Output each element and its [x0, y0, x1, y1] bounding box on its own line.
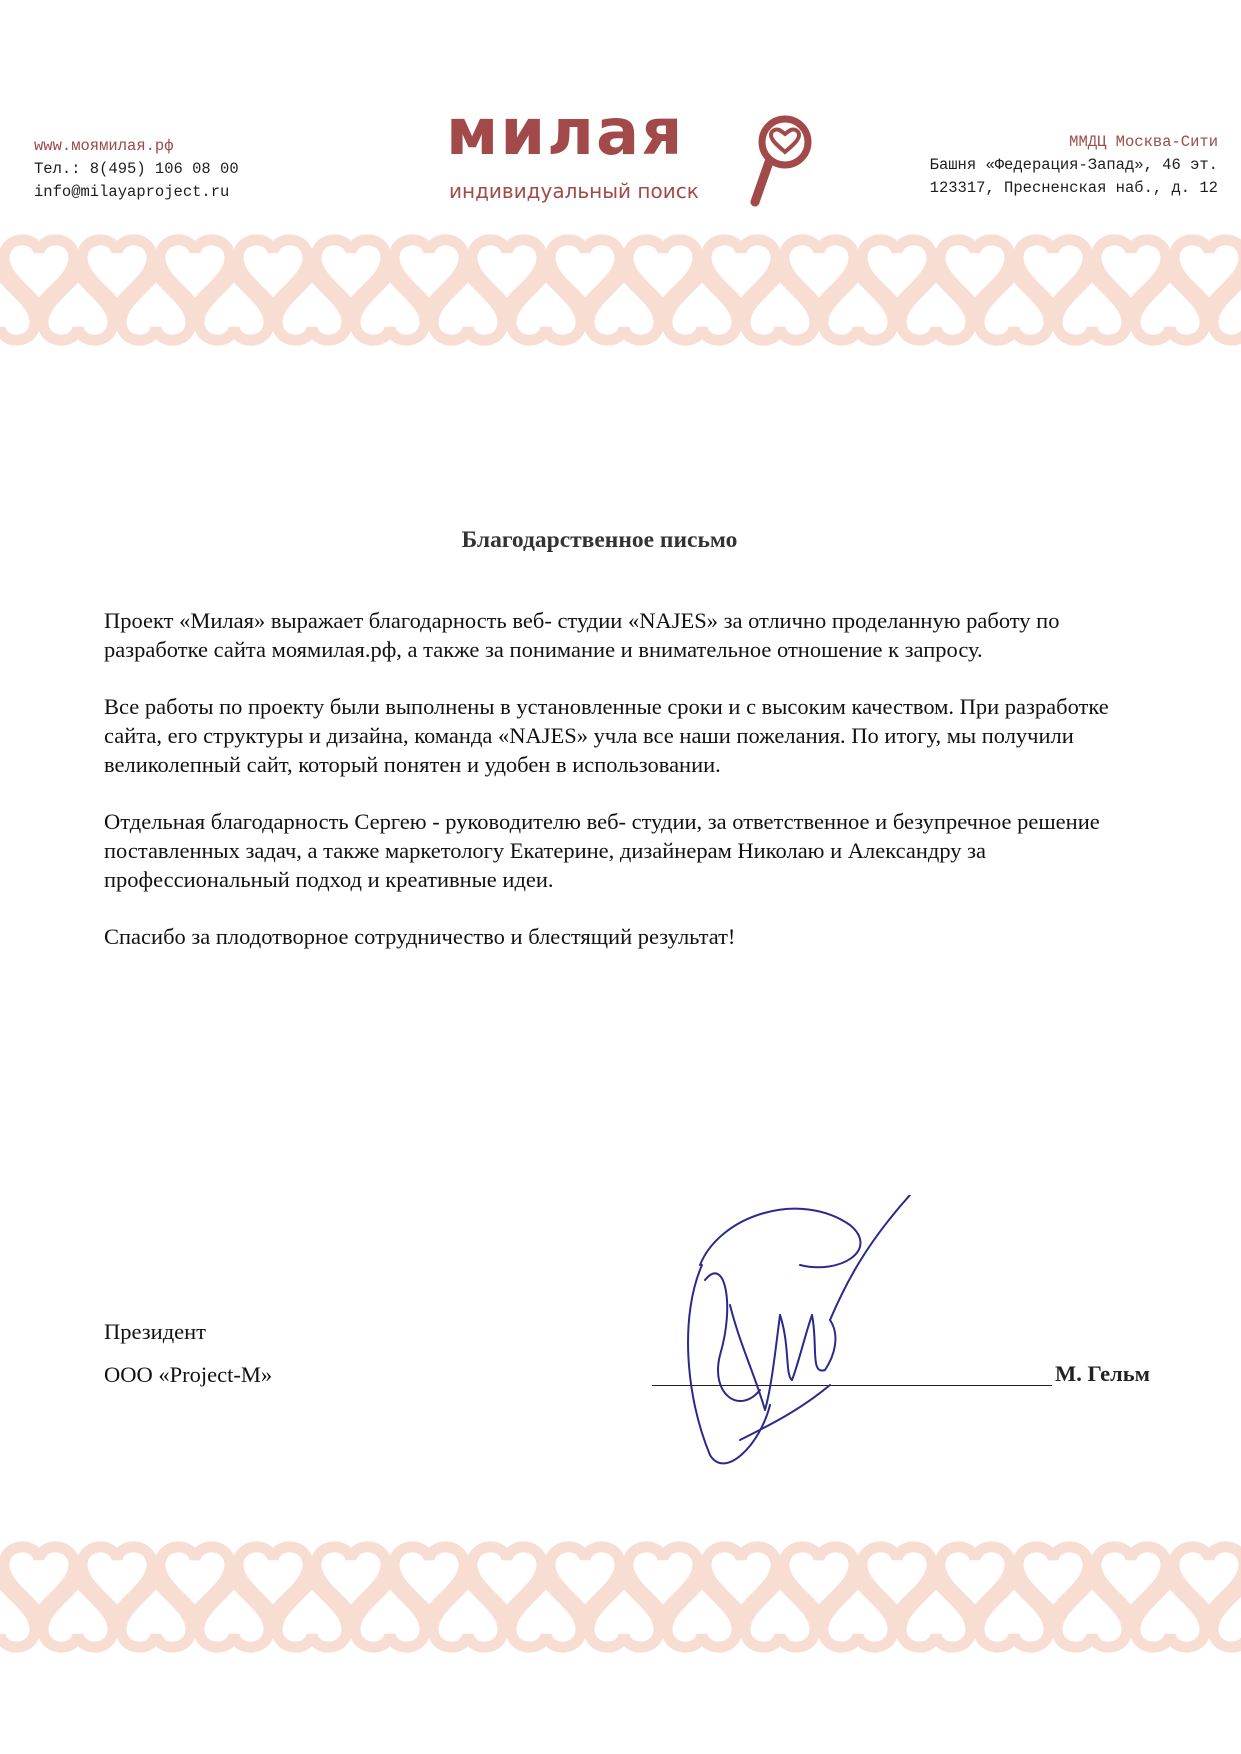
header-address	[930, 131, 1218, 200]
body-paragraph: Проект «Милая» выражает благодарность веб- студии «NAJES» за отлично проделанную работу по разработке сайта моямилая.рф, а также за понимание и внимательное отношение к запросу.	[104, 608, 1060, 662]
business-center-name: ММДЦ Москва-Сити	[1069, 133, 1218, 151]
header-contacts	[34, 135, 239, 204]
brand-logo	[446, 96, 806, 208]
body-paragraph: Все работы по проекту были выполнены в установленные сроки и с высоким качеством. При разработке сайта, его структуры и дизайна, команда «NAJES» учла все наши пожелания. По итогу, мы получили великолепный сайт, который понятен и удобен в использовании.	[104, 694, 1109, 777]
street-address: 123317, Пресненская наб., д. 12	[929, 179, 1218, 197]
hearts-pattern-bottom	[0, 1539, 1241, 1657]
hearts-pattern-top	[0, 232, 1241, 348]
body-paragraph: Спасибо за плодотворное сотрудничество и блестящий результат!	[104, 924, 736, 949]
signer-name: М. Гельм	[1055, 1361, 1150, 1386]
logo-tagline: индивидуальный поиск	[449, 179, 699, 203]
handwritten-signature	[680, 1195, 920, 1475]
letter-title: Благодарственное письмо	[461, 527, 738, 553]
signer-role: Президент	[104, 1319, 206, 1344]
logo-wordmark: милая	[446, 96, 685, 170]
phone-number: Тел.: 8(495) 106 08 00	[34, 160, 239, 178]
magnifier-heart-icon	[747, 112, 819, 208]
website-link[interactable]: www.моямилая.рф	[34, 137, 174, 155]
tower-line: Башня «Федерация-Запад», 46 эт.	[929, 156, 1218, 174]
signer-organization: ООО «Project-M»	[104, 1362, 273, 1387]
body-paragraph: Отдельная благодарность Сергею - руководителю веб- студии, за ответственное и безупречное решение поставленных задач, а также маркетологу Екатерине, дизайнерам Николаю и Александру за профессиональный подход и креативные идеи.	[104, 809, 1100, 892]
letter-body	[104, 606, 1164, 979]
email-link[interactable]: info@milayaproject.ru	[34, 183, 230, 201]
